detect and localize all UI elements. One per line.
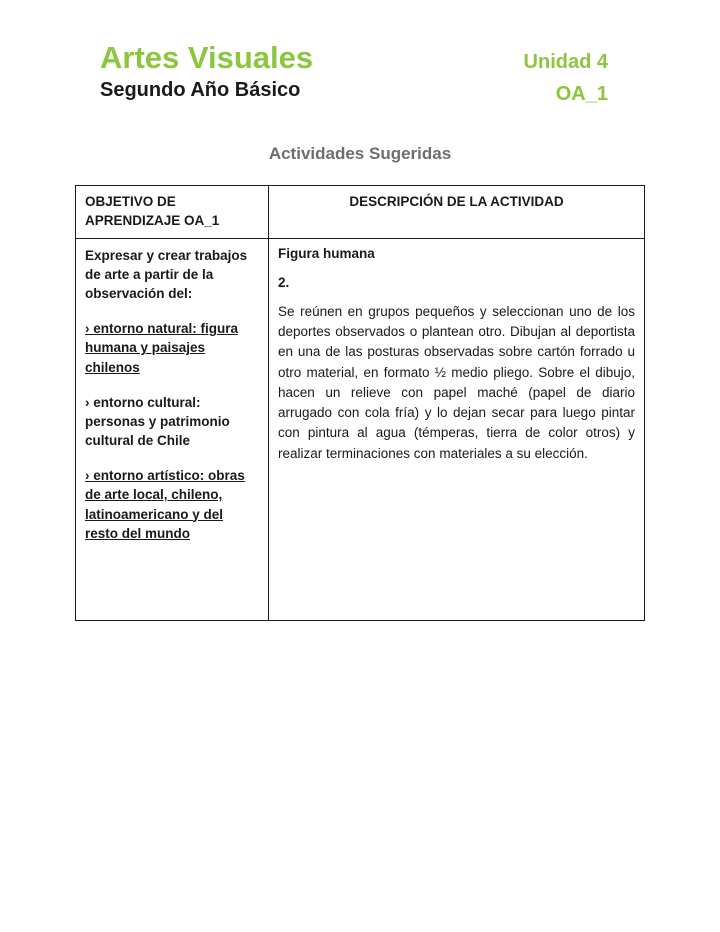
activity-description: Se reúnen en grupos pequeños y seleccionan uno de los deportes observados o plantean otro. Dibujan al deportista en una de las posturas observadas sobre cartón forrado u otro material, en formato ½ medio pliego. Sobre el dibujo, hacen un relieve con papel maché (papel de diario arrugado con cola fría) y lo dejan secar para luego pintar con pintura al agua (témperas, tierra de color otros) y realizar terminaciones con materiales a su elección. (278, 303, 635, 461)
table-header-row (76, 186, 645, 239)
table-row (76, 238, 645, 620)
objective-column-header: OBJETIVO DE APRENDIZAJE OA_1 (76, 186, 269, 239)
activities-table (75, 185, 645, 621)
document-title: Artes Visuales (100, 40, 314, 75)
unit-label: Unidad 4 (523, 51, 608, 73)
oa-label: OA_1 (555, 83, 608, 105)
objective-item-artistico: › entorno artístico: obras de arte local, chileno, latinoamericano y del resto del mundo (85, 468, 245, 541)
document-header (0, 0, 720, 106)
objective-cell (76, 238, 269, 620)
description-column-header: DESCRIPCIÓN DE LA ACTIVIDAD (269, 186, 645, 239)
header-left (100, 42, 313, 102)
objective-intro: Expresar y crear trabajos de arte a partir de la observación del: (85, 247, 248, 302)
document-subtitle: Segundo Año Básico (100, 78, 301, 101)
description-cell (269, 238, 645, 620)
header-right (524, 42, 608, 106)
objective-item-cultural: › entorno cultural: personas y patrimonio cultural de Chile (85, 394, 230, 449)
activity-number: 2. (278, 274, 290, 290)
activity-subtitle: Figura humana (278, 245, 375, 261)
objective-item-natural: › entorno natural: figura humana y paisajes chilenos (85, 321, 238, 375)
section-title: Actividades Sugeridas (268, 144, 452, 163)
